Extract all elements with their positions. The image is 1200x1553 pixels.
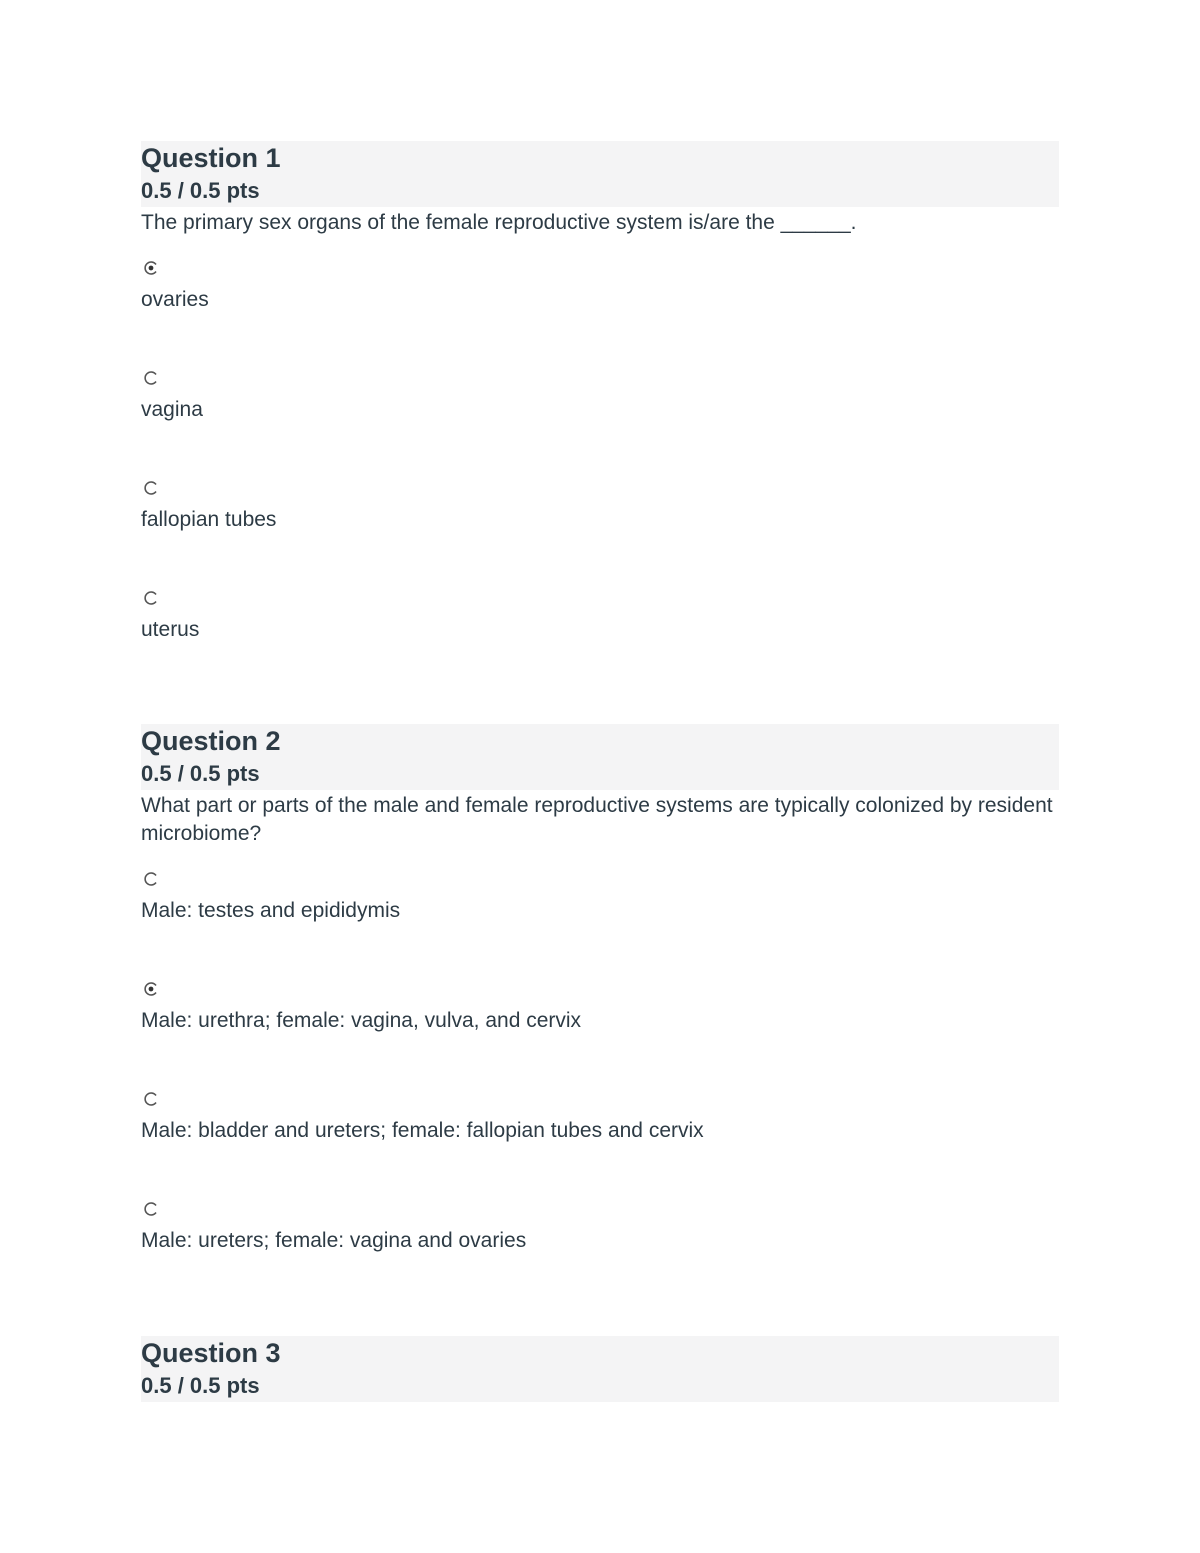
question-2: [141, 724, 1059, 1252]
question-points: 0.5 / 0.5 pts: [141, 1373, 260, 1398]
question-header: [141, 724, 1059, 790]
answer-label: Male: bladder and ureters; female: fallopian tubes and cervix: [141, 1119, 704, 1142]
question-header: [141, 1336, 1059, 1402]
question-title: Question 3: [141, 1338, 281, 1368]
question-3: [141, 1336, 1059, 1402]
question-points: 0.5 / 0.5 pts: [141, 178, 260, 203]
question-title: Question 2: [141, 726, 281, 756]
question-header: [141, 141, 1059, 207]
answer-label: Male: urethra; female: vagina, vulva, and cervix: [141, 1009, 582, 1032]
radio-unselected-icon[interactable]: [144, 872, 158, 886]
answer-label: Male: testes and epididymis: [141, 899, 401, 922]
radio-unselected-icon[interactable]: [144, 481, 158, 495]
radio-selected-icon[interactable]: [144, 982, 158, 996]
answer-label: ovaries: [141, 288, 209, 311]
radio-unselected-icon[interactable]: [144, 371, 158, 385]
question-1: [141, 141, 1059, 641]
question-title: Question 1: [141, 143, 281, 173]
question-text: The primary sex organs of the female reproductive system is/are the ______.: [141, 211, 857, 234]
radio-unselected-icon[interactable]: [144, 591, 158, 605]
answer-label: vagina: [141, 398, 203, 421]
radio-unselected-icon[interactable]: [144, 1202, 158, 1216]
radio-selected-icon[interactable]: [144, 261, 158, 275]
radio-unselected-icon[interactable]: [144, 1092, 158, 1106]
answer-label: fallopian tubes: [141, 508, 277, 531]
question-text: What part or parts of the male and female reproductive systems are typically colonized by resident microbiome?: [141, 794, 1053, 845]
question-points: 0.5 / 0.5 pts: [141, 761, 260, 786]
answer-label: uterus: [141, 618, 200, 641]
answer-label: Male: ureters; female: vagina and ovaries: [141, 1229, 527, 1252]
